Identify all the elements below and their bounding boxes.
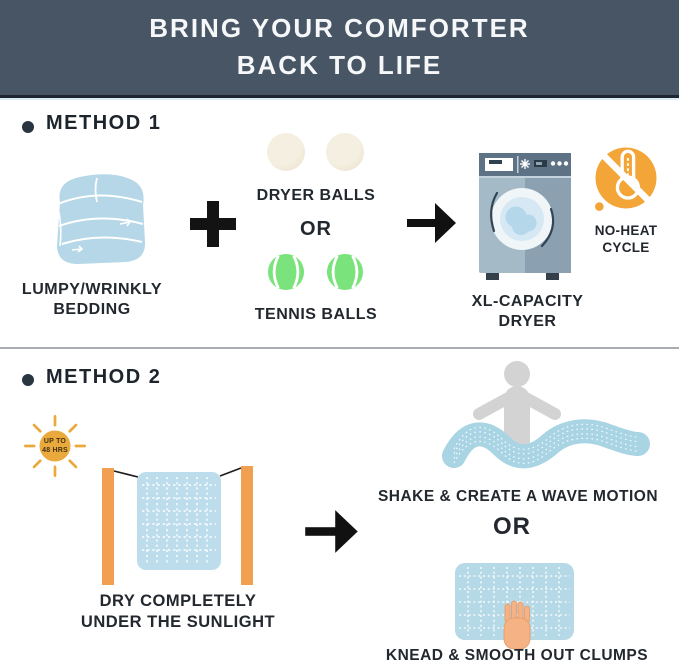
no-heat-cycle-icon [586, 138, 666, 218]
bedding-caption [6, 280, 178, 321]
no-heat-caption-line1: NO-HEAT [594, 223, 658, 238]
method2-or-label: OR [493, 513, 531, 540]
method1-title: METHOD 1 [46, 112, 162, 134]
method1-bullet-icon [22, 121, 34, 133]
shake-caption: SHAKE & CREATE A WAVE MOTION [377, 488, 659, 505]
dry-caption-line2: UNDER THE SUNLIGHT [80, 613, 276, 632]
no-heat-caption-line2: CYCLE [602, 240, 650, 256]
bedding-caption-line2: BEDDING [53, 301, 131, 319]
header-banner [0, 0, 679, 95]
clothesline-icon [95, 455, 265, 590]
dry-caption-line1: DRY COMPLETELY [99, 592, 257, 610]
person-shake-icon [438, 352, 650, 497]
right-arrow-icon [305, 509, 359, 554]
dryer-balls-caption: DRYER BALLS [256, 187, 376, 204]
knead-caption: KNEAD & SMOOTH OUT CLUMPS [385, 647, 649, 664]
right-arrow-icon [407, 202, 457, 244]
dryer-icon [476, 146, 574, 286]
flat-comforter-icon [452, 558, 582, 658]
comforter-icon [42, 160, 152, 270]
sun-caption [24, 437, 86, 455]
no-heat-caption [580, 222, 672, 257]
dryer-ball-icon [326, 133, 364, 171]
method1-or-label: OR [300, 218, 332, 240]
plus-icon [190, 201, 236, 247]
section-divider [0, 347, 679, 349]
dryer-ball-icon [267, 133, 305, 171]
page-title-line1: BRING YOUR COMFORTER [149, 13, 530, 43]
method2-title: METHOD 2 [46, 366, 162, 388]
tennis-ball-icon [267, 253, 305, 291]
page-title-line2: BACK TO LIFE [236, 50, 443, 80]
bedding-caption-line1: LUMPY/WRINKLY [21, 281, 163, 298]
method2-bullet-icon [22, 374, 34, 386]
header-light-rule [0, 98, 679, 100]
tennis-balls-caption: TENNIS BALLS [254, 306, 378, 323]
dryer-caption [450, 292, 605, 333]
dry-caption [63, 591, 293, 633]
page-title [0, 10, 679, 84]
dryer-caption-line1: XL-CAPACITY [471, 293, 584, 310]
dryer-caption-line2: DRYER [498, 313, 557, 331]
wave-comforter-icon [454, 431, 638, 456]
sun-caption-line1: UP TO [43, 438, 67, 445]
sun-caption-line2: 48 HRS [42, 447, 68, 454]
tennis-ball-icon [326, 253, 364, 291]
